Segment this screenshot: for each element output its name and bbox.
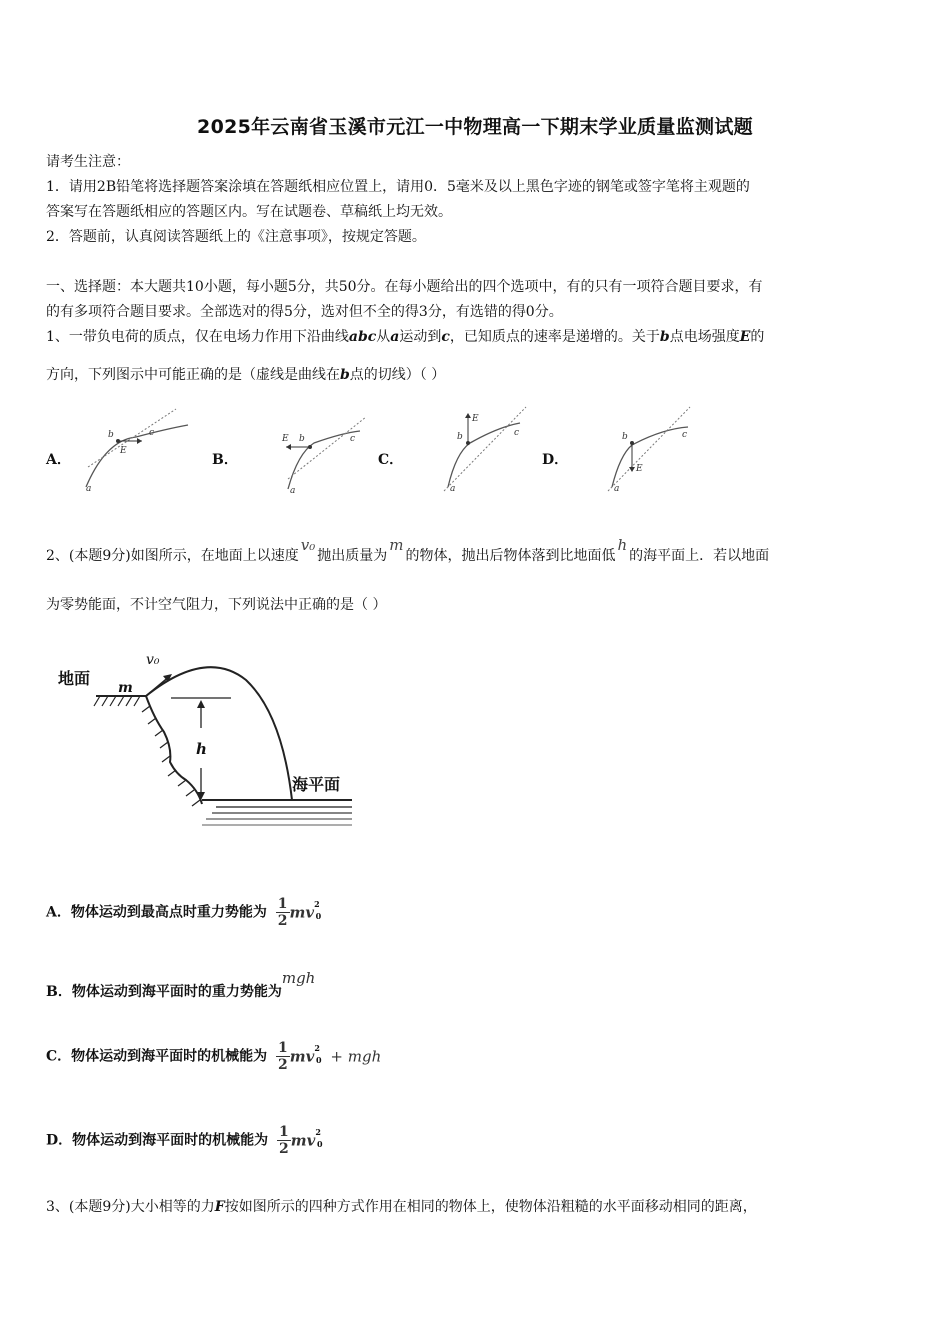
- label-e: E: [636, 464, 643, 474]
- notice-item-1-line-1: 1．请用2B铅笔将选择题答案涂填在答题纸相应位置上，请用0．5毫米及以上黑色字迹的钢笔或签字笔将主观题的: [46, 179, 750, 195]
- notice-item-2: 2．答题前，认真阅读答题纸上的《注意事项》，按规定答题。: [46, 229, 426, 245]
- page-title: 2025年云南省玉溪市元江一中物理高一下期末学业质量监测试题: [197, 116, 753, 138]
- q1-options: A． b c a E B． E b c a C． E b c a D． E b c a: [46, 405, 906, 495]
- q2-stem-line-2: 为零势能面，不计空气阻力，下列说法中正确的是（ ）: [46, 597, 387, 613]
- field-diagram-d: [572, 405, 702, 495]
- notice-item-1-line-2: 答案写在答题纸相应的答题区内。写在试题卷、草稿纸上均无效。: [46, 204, 452, 220]
- q1-stem-line-2: 方向，下列图示中可能正确的是（虚线是曲线在b点的切线）（ ）: [46, 367, 446, 383]
- label-b: b: [108, 430, 114, 440]
- velocity-label: v₀: [146, 652, 160, 668]
- field-diagram-a: [76, 405, 206, 495]
- fraction: $\frac{1}{2}$: [279, 1124, 289, 1157]
- label-b: b: [299, 434, 305, 444]
- label-b: b: [457, 432, 463, 442]
- field-diagram-c: [408, 405, 538, 495]
- q1-stem-line-1: 1、一带负电荷的质点，仅在电场力作用下沿曲线abc从a运动到c，已知质点的速率是递增的。关于b点电场强度E的: [46, 329, 765, 345]
- mass-label: m: [118, 680, 133, 696]
- label-e: E: [282, 434, 289, 444]
- q2-option-d[interactable]: D．物体运动到海平面时的机械能为 $\frac{1}{2}$ $mv^20$: [46, 1124, 323, 1157]
- sea-label: 海平面: [292, 775, 341, 794]
- section-1-line-1: 一、选择题：本大题共10小题，每小题5分，共50分。在每小题给出的四个选项中，有的只有一项符合题目要求，有: [46, 279, 763, 295]
- height-label: h: [196, 740, 207, 758]
- label-c: c: [514, 428, 520, 438]
- notice-heading: 请考生注意：: [46, 154, 130, 170]
- label-e: E: [472, 414, 479, 424]
- q2-cliff-figure: [46, 640, 366, 860]
- ground-label: 地面: [58, 669, 91, 688]
- label-c: c: [682, 430, 688, 440]
- fraction: $\frac{1}{2}$: [277, 896, 288, 929]
- q2-option-b[interactable]: B．物体运动到海平面时的重力势能为mgh: [46, 969, 316, 1000]
- field-diagram-b: [242, 405, 372, 495]
- label-a: a: [614, 484, 620, 494]
- q2-option-a[interactable]: A．物体运动到最高点时重力势能为 $\frac{1}{2}$ $mv^20$: [46, 896, 322, 929]
- q3-stem-line-1: 3、(本题9分)大小相等的力F按如图所示的四种方式作用在相同的物体上，使物体沿粗糙的水平面移动相同的距离，: [46, 1199, 757, 1215]
- label-e: E: [120, 446, 127, 456]
- label-a: a: [290, 486, 296, 495]
- label-a: a: [86, 484, 92, 494]
- q2-option-c[interactable]: C．物体运动到海平面时的机械能为 $\frac{1}{2}$ $mv^20$ + mgh: [46, 1040, 382, 1073]
- label-a: a: [450, 484, 456, 494]
- fraction: $\frac{1}{2}$: [278, 1040, 288, 1073]
- q2-stem-line-1: 2、(本题9分)如图所示，在地面上以速度v₀抛出质量为m的物体，抛出后物体落到比地面低h的海平面上．若以地面: [46, 536, 770, 564]
- label-b: b: [622, 432, 628, 442]
- section-1-line-2: 的有多项符合题目要求。全部选对的得5分，选对但不全的得3分，有选错的得0分。: [46, 304, 563, 320]
- label-c: c: [149, 428, 155, 438]
- label-c: c: [350, 434, 356, 444]
